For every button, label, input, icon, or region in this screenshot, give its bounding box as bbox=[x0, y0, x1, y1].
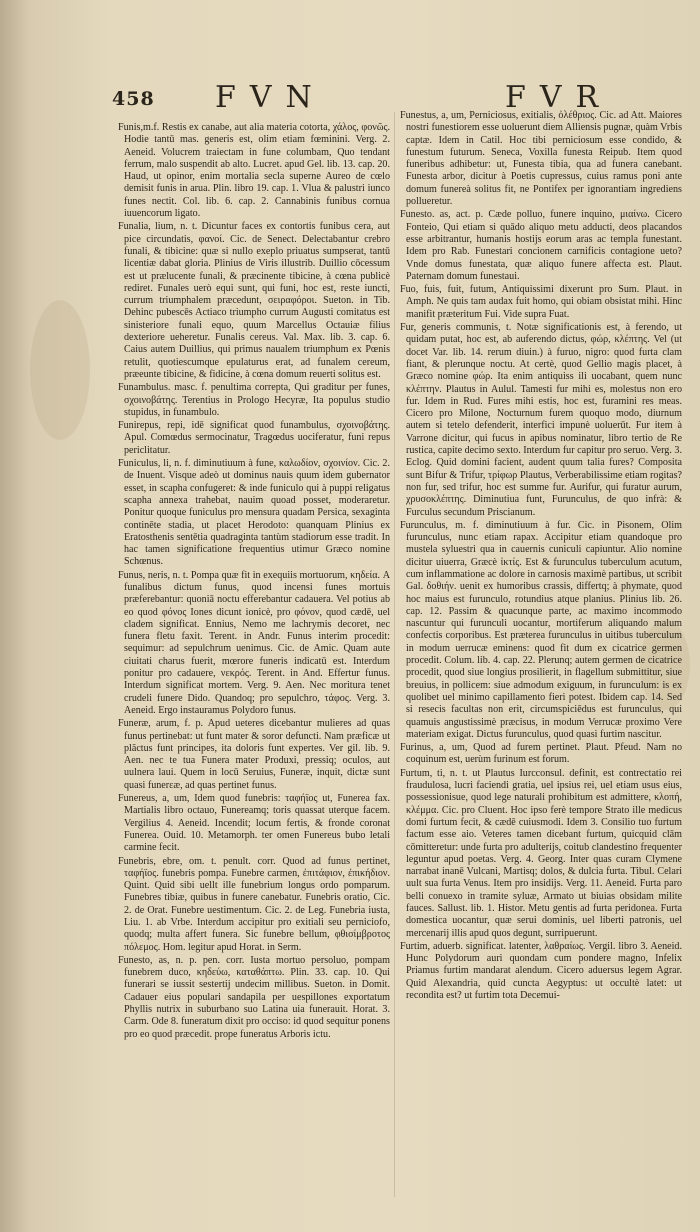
dictionary-entry: Funestus, a, um, Perniciosus, exitialis, ὀλέθριος. Cic. ad Att. Maiores nostri funestiorem esse uoluerunt diem Alliensis pugnæ, quàm Vrbis captæ. Idem in Catil. Hoc tibi perniciosum esse condido, & funestum futurum. Seneca, Voxilla funesta Reipub. Item quod funeribus adhibetur: ut, Funesta tibia, qua ad funera canebant. Funesta arbor, dicitur à Poetis cupressus, cuius ramus poni ante domum funereà solitus fit, ne Pontifex per ignorantiam ingrediens pollueretur. bbox=[400, 110, 682, 208]
running-head-left: FVN bbox=[215, 80, 326, 115]
dictionary-entry: Funalia, lium, n. t. Dicuntur faces ex contortis funibus cera, aut pice circundatis, φανοί. Cic. de Senect. Delectabantur crebro funali, & tibicine: quæ si nullo exeplo priuatus sumpserat, tantū licentiæ dabat gloria. Plinius de Viris illustrib. Duillio cōcessum est ut prælucente funali, & præcinente tibicine, à cœna publicè rediret. Funales uerò equi sunt, qui funi, hoc est, reste iuncti, currum triumphalem præcedunt, σειραφόροι. Sueton. in Tib. Dehinc pubescēs Actiaco triumpho currum Augusti comitatus est sinisteriore funali equo, quum Marcellus Octauiæ filius dexteriore ueheretur. Funalis cereus. Val. Max. lib. 3. cap. 6. Caius autem Duillius, qui primus naualem triumphum ex Pœnis retulit, quotiescumque epulaturus erat, ad funalem cereum, præeunte tibicine, & fidicine, à cœna domum reuerti solitus est. bbox=[118, 221, 390, 380]
left-column bbox=[118, 122, 390, 1042]
running-head-right: FVR bbox=[505, 80, 613, 115]
dictionary-entry: Funambulus. masc. f. penultima correpta, Qui graditur per funes, σχοινοβάτης. Terentius in Prologo Hecyræ, Ita populus studio stupidus, in funambulo. bbox=[118, 382, 390, 418]
dictionary-entry: Funereus, a, um, Idem quod funebris: ταφήϊος ut, Funerea fax. Martialis libro octauo, Funereamq; toris quassat uterque facem. Vergilius 4. Aeneid. Incendit; locum fertis, & fronde coronat Funerea. Ouid. 10. Metamorph. ter omen Funereus bubo letali carmine fecit. bbox=[118, 793, 390, 854]
right-column bbox=[400, 110, 682, 1003]
column-divider bbox=[394, 112, 395, 1197]
dictionary-entry: Furunculus, m. f. diminutiuum à fur. Cic. in Pisonem, Olim furunculus, nunc etiam rapax. Accipitur etiam quandoque pro mustela syluestri qua in cauernis cuniculi capiuntur. Alio nomine dicitur uiuerra, Græcè ἰκτίς. Est & furunculus tuberculum acutum, cum inflammatione ac dolore in carnosis maximè partibus, ut scribit Gal. δοθιήν. uenit ex humoribus crassis, differtq; à phymate, quod hoc maius est furunculo, rotundius atque planius. Plinius lib. 26. cap. 12. Passim & quacunque parte, ac maximo incommodo nascuntur qui furunculi uocantur, mortiferum aliquando malum confectis corporibus. Est præterea furunculus in uitibus tuberculum in modum uerrucæ eminens: quod fit dum ex cicatrice germen procedit. Colum. lib. 4. cap. 22. Plerunq; autem germen de cicatrice procedit, quod siue longius prosilierit, in flagellum submittitur, siue breuius, in pollicem: siue admodum exiguum, in furunculum: is ex quolibet uel minimo capillamento fieri potest. Ibidem cap. 14. Sed si resecis facultas non erit, circumspiciēdus est furunculus, qui quamuis angustissimè præcisus, in modum Verrucæ proximo Vere materiam exigat. Dictus furunculus, quod quasi furtim nascitur. bbox=[400, 519, 682, 740]
dictionary-entry: Funus, neris, n. t. Pompa quæ fit in exequiis mortuorum, κηδεία. A funalibus dictum funus, quod incensi funes mortuis præferebantur: quoniā noctu efferebantur cadauera. Vel potius ab eo quod φόνος Iones dicunt ionicè, pro φόνον, quod cædē, uel cladem significat. Ennius, Nemo me lachrymis decoret, nec funera fletu faxit. Terent. in Andr. Funus interim procedit: sequimur: ad sepulchrum uenimus. Cic. de Amic. Quam aute ciuitati charus fuerit, mœrore funeris indicatū est. Interdum ponitur pro cadauere, νεκρός. Terent. in And. Effertur funus. Interdum significat mortem. Verg. 9. Aen. Nec moritura tenet crudeli funere Dido. Quandoq; pro sepulchro, τάφος. Verg. 3. Aeneid. Ergo instauramus Polydoro funus. bbox=[118, 569, 390, 716]
dictionary-entry: Furtum, ti, n. t. ut Plautus Iurcconsul. definit, est contrectatio rei fraudulosa, lucri faciendi gratia, uel ipsius rei, uel etiam usus eius, possessionisue, quod lege naturali prohibitum est admittere, κλοπή, κλέμμα. Cic. pro Cluent. Hoc ipso ferè tempore Strato ille medicus domi furtum fecit, & cædē cuiusmodi. Idem 3. Consilio tuo furtum factum esse aio. Veteres tamen dicebant furtum, quicquid clām cōmitteretur: unde furta pro adulterijs, coitub clandestino frequenter leguntur apud poetas. Verg. 4. Georg. Inter quas curam Clymene narrabat inanē Vulcani, Martisq; dolos, & dulcia furta. Tibul. Celari uult sua furta Venus. Item pro insidijs. Verg. 11. Aeneid. Furta paro belli conuexo in tramite syluæ, Armato ut biuias obsidam milite fauces. Sallust. lib. 1. Histor. Metu gentis ad furta peridonea. Furta domestica uocantur, quæ serui dominis, uel liberti patronis, uel mercenarij illis apud quos degunt, surripuerunt. bbox=[400, 767, 682, 939]
dictionary-entry: Funesto. as, act. p. Cæde polluo, funere inquino, μιαίνω. Cicero Fonteio, Qui etiam si quādo aliquo metu adducti, deos placandos esse arbitrantur, humanis hostijs eorum aras ac templa funestant. Idem pro Rab. Funestari concionem carnificis contagione ueto? Vnde domus funestata, quæ aliquo funere affecta est. Plaut. Paternam domum funestaui. bbox=[400, 209, 682, 282]
dictionary-entry: Funebris, ebre, om. t. penult. corr. Quod ad funus pertinet, ταφήϊος. funebris pompa. Funebre carmen, ἐπιτάφιον, ἐπικήδιον. Quint. Quid sibi uellt ille funebrium longus ordo pomparum. Funebres tibiæ, quibus in funere canebatur. Funebris oratio, Cic. 2. de Orat. Funebre uestimentum. Cic. 2. de Leg. Funebria iusta, Liu. 1. ab Vrbe. Interdum accipitur pro exitiali seu perniciofo, quodq; multa affert funera. Sic funebre bellum, φθισίμβροτος πόλεμος. Hom. legitur apud Horat. in Serm. bbox=[118, 855, 390, 953]
dictionary-entry: Fur, generis communis, t. Notæ significationis est, à ferendo, ut quidam putat, hoc est, ab auferendo dictus, φώρ, κλέπτης. Vel (ut docet Var. lib. 14. rerum diuin.) à furuo, nigro: quod furta clam fiant, & plerunque noctu. At certè, quod Gellio magis placet, à Græco nomine φώρ. Ita enim antiquiss ili uocabant, quem nunc κλέπτην. Plautus in Aulul. Tamesti fur mihi es, molestus non ero fur. Idem in Rud. Fures mihi estis, hoc est, furamini res meas. Cicero pro Milone, Nocturnum furem quoquo modo, diurnum autem si tetelo defenderit, interfici impunè uoluerūt. Fur item à Varrone dicitur, qui fucus in apibus nominatur, libro tertio de Re rustica, capite decimo sexto. Interdum fur capitur pro seruo. Verg. 3. Eclog. Quid domini facient, audent quum talia fures? Composita sunt Bifur & Trifur, τρίφωρ Plautus, Verberabilissime etiam rogitas? non fur, sed trifur, hoc est summe fur. Aurifur, qui furatur aurum, χρυσοκλέπτης. Diminutiua funt, Furunculus, de quo infrà: & Furculus secundum Priscianum. bbox=[400, 322, 682, 518]
dictionary-entry: Furinus, a, um, Quod ad furem pertinet. Plaut. Pfeud. Nam no coquinum est, uerùm furinum est forum. bbox=[400, 742, 682, 766]
dictionary-entry: Furtim, aduerb. significat. latenter, λαθραίως. Vergil. libro 3. Aeneid. Hunc Polydorum auri quondam cum pondere magno, Infelix Priamus furtim mandarat alendum. Cicero aduersus legem Agrar. Quid Alexandria, quid cuncta Aegyptus: ut occultè latet: ut recondita est? ut furtim tota Decemui- bbox=[400, 940, 682, 1002]
page-number: 458 bbox=[112, 88, 155, 110]
dictionary-entry: Funiculus, li, n. f. diminutiuum à fune, καλωδίον, σχοινίον. Cic. 2. de Inuent. Visque adeò ut dominus nauis quum idem gubernator esset, in scapha confugeret: & inde funiculo qui à puppi religatus scapha annexa trahebat, nauim quoad posset, moderaretur. Ponitur quoque funiculus pro mensura quadam Persica, sexaginta continēte stadia, ut placet Herodoto: quanquam Plinius ex Eratosthenis sentētia quadraginta tantùm stadiorum esse tradit. In hac tamen significatione frequentius utimur Græco nomine Schœnus. bbox=[118, 458, 390, 568]
dictionary-entry: Funesto, as, n. p. pen. corr. Iusta mortuo persoluo, pompam funebrem duco, κηδεύω, καταθάπτω. Plin. 33. cap. 10. Qui funerari se iussit sestertij undecim millibus. Sueton. in Domit. Cadauer eius populari sandapila per uespillones exportatum Phyllis nutrix in suburbano suo Latina uia funerauit. Horat. 3. Carm. Ode 8. funeratum dixit pro occiso: id quod sequitur ponens pro eo quod præcedit. prope funeratus Arboris ictu. bbox=[118, 954, 390, 1040]
dictionary-entry: Funirepus, repi, idē significat quod funambulus, σχοινοβάτης. Apul. Comœdus sermocinatur, Tragœdus uociferatur, funi repus periclitatur. bbox=[118, 420, 390, 456]
dictionary-entry: Fuo, fuis, fuit, futum, Antiquissimi dixerunt pro Sum. Plaut. in Amph. Ne quis tam audax fuit homo, qui obiam obsistat mihi. Hinc manifit præteritum Fui. Vide supra Fuat. bbox=[400, 284, 682, 320]
dictionary-entry: Funis,m.f. Restis ex canabe, aut alia materia cotorta, χάλος, φονῶς. Hodie tantū mas. generis est, olim etiam fœminini. Verg. 2. Aeneid. Volucrem traiectam in fune columbam, Quo tendant ferrum, malo suspendit ab alto. Lucret. apud Gel. lib. 13. cap. 20. Haud, ut opinor, enim mortalia secla superne Aureo de cœlo demisit funis in arua. Plin. libro 19. cap. 1. Vlua & palustri iunco funes nectit. Col. lib. 6. cap. 2. Cannabinis funibus cornua iuuencorum ligato. bbox=[118, 122, 390, 220]
paper-stain bbox=[30, 300, 90, 440]
dictionary-entry: Funeræ, arum, f. p. Apud ueteres dicebantur mulieres ad quas funus pertinebat: ut funt mater & soror defuncti. Nam præficæ ut plăctus funt principes, ita doloris funt expertes. Ver gil. lib. 9. Aen. nec te tua Funera mater Produxi, pressiq; oculos, aut uulnera laui. Quem in locū Seruius, Funeræ, inquit, dictæ sunt quasi funerεæ, ad quas pertinet funus. bbox=[118, 718, 390, 791]
